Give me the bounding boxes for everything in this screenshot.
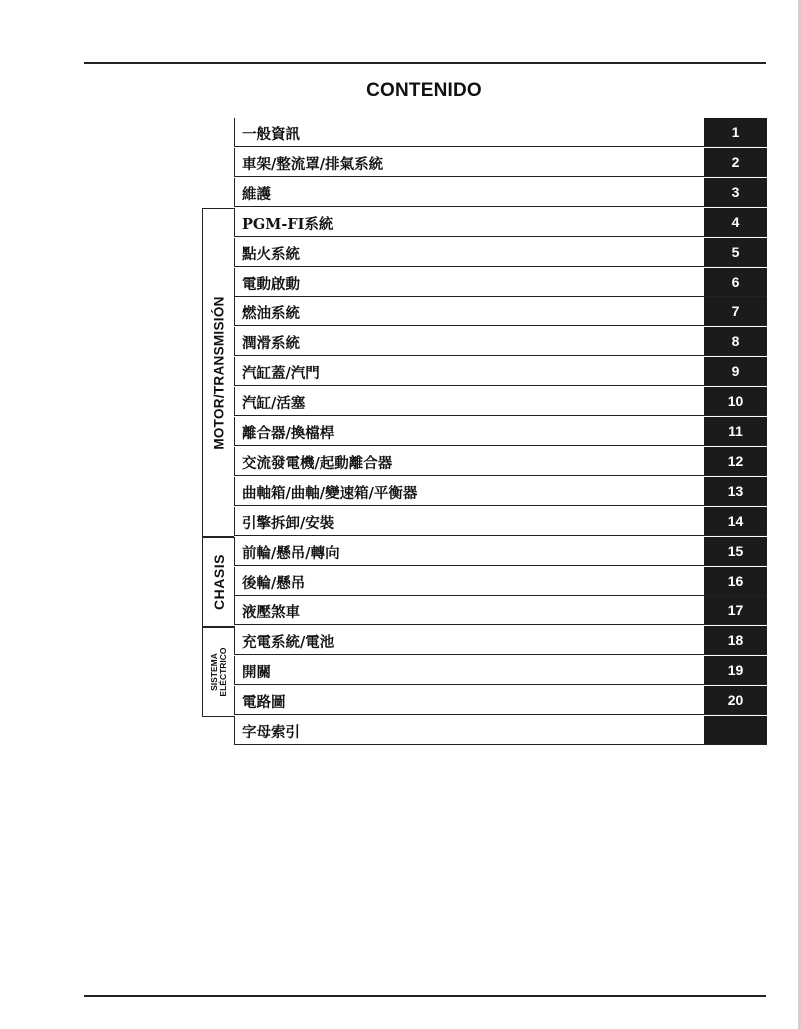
toc-row-number: [704, 716, 767, 744]
bottom-rule: [84, 995, 766, 997]
toc-row[interactable]: [234, 507, 767, 536]
toc-row[interactable]: [234, 567, 767, 596]
toc-row-label: 字母索引: [242, 724, 300, 741]
toc-row-number: 9: [704, 357, 767, 385]
toc-row-label: 汽缸蓋/汽門: [242, 365, 320, 382]
toc-row-label: 後輪/懸吊: [242, 575, 306, 592]
group-sistema-electrico: [202, 627, 234, 717]
toc-row-number: 2: [704, 148, 767, 176]
toc-row-number: 4: [704, 208, 767, 236]
toc-row-number: 10: [704, 387, 767, 415]
toc-row-number: 12: [704, 447, 767, 475]
toc-row-number: 7: [704, 297, 767, 325]
toc-row[interactable]: [234, 357, 767, 386]
toc-row-number: 11: [704, 417, 767, 445]
toc-row-number: 19: [704, 656, 767, 684]
toc-row[interactable]: [234, 447, 767, 476]
toc-row-number: 1: [704, 118, 767, 146]
toc-row-label: 離合器/換檔桿: [242, 425, 335, 442]
toc-row[interactable]: [234, 238, 767, 267]
toc-row[interactable]: [234, 656, 767, 685]
toc-row-label: 點火系統: [242, 246, 300, 263]
toc-row-number: 20: [704, 686, 767, 714]
toc-row[interactable]: [234, 417, 767, 446]
toc-row[interactable]: [234, 626, 767, 655]
toc-row-label: 維護: [242, 186, 271, 203]
toc-row-number: 5: [704, 238, 767, 266]
toc-row-number: 15: [704, 537, 767, 565]
toc-row-number: 18: [704, 626, 767, 654]
toc-row-number: 16: [704, 567, 767, 595]
toc-row-label: 開關: [242, 664, 271, 681]
toc-row-label: 前輪/懸吊/轉向: [242, 545, 340, 562]
toc-row[interactable]: [234, 178, 767, 207]
toc-row-number: 14: [704, 507, 767, 535]
toc-row-label: 燃油系統: [242, 305, 300, 322]
toc-row[interactable]: [234, 268, 767, 297]
group-label-electrico-line1: SISTEMA: [208, 653, 219, 691]
toc-row-number: 17: [704, 596, 767, 624]
toc-row-label: 充電系統/電池: [242, 634, 335, 651]
toc-row-label: PGM-FI系統: [242, 216, 334, 233]
toc-row-label: 電動啟動: [242, 276, 300, 293]
group-label-electrico: [210, 647, 228, 696]
toc-row[interactable]: [234, 716, 767, 745]
toc-row-label: 曲軸箱/曲軸/變速箱/平衡器: [242, 485, 418, 502]
toc-row-label: 車架/整流罩/排氣系統: [242, 156, 384, 173]
toc-row[interactable]: [234, 327, 767, 356]
top-rule: [84, 62, 766, 64]
group-motor-transmision: [202, 208, 234, 537]
toc-row[interactable]: [234, 387, 767, 416]
toc-row[interactable]: [234, 477, 767, 506]
toc-row[interactable]: [234, 208, 767, 237]
toc-row-label: 電路圖: [242, 694, 286, 711]
toc-row-number: 8: [704, 327, 767, 355]
group-label-chasis: CHASIS: [210, 554, 227, 610]
toc-row-number: 6: [704, 268, 767, 296]
toc-row[interactable]: [234, 148, 767, 177]
toc-row-number: 13: [704, 477, 767, 505]
toc-row-label: 液壓煞車: [242, 604, 300, 621]
toc-row-label: 引擎拆卸/安裝: [242, 515, 335, 532]
toc-row[interactable]: [234, 297, 767, 326]
group-chasis: [202, 537, 234, 627]
group-label-motor: MOTOR/TRANSMISIÓN: [211, 295, 226, 450]
toc-row[interactable]: [234, 686, 767, 715]
toc-row-label: 潤滑系統: [242, 335, 300, 352]
toc-row-label: 汽缸/活塞: [242, 395, 306, 412]
group-label-electrico-line2: ELÉCTRICO: [217, 647, 228, 697]
toc-row-label: 一般資訊: [242, 126, 300, 143]
toc-row[interactable]: [234, 596, 767, 625]
toc-row-number: 3: [704, 178, 767, 206]
page-title: CONTENIDO: [366, 80, 482, 101]
toc-row[interactable]: [234, 537, 767, 566]
toc-row[interactable]: [234, 118, 767, 147]
toc-row-label: 交流發電機/起動離合器: [242, 455, 393, 472]
